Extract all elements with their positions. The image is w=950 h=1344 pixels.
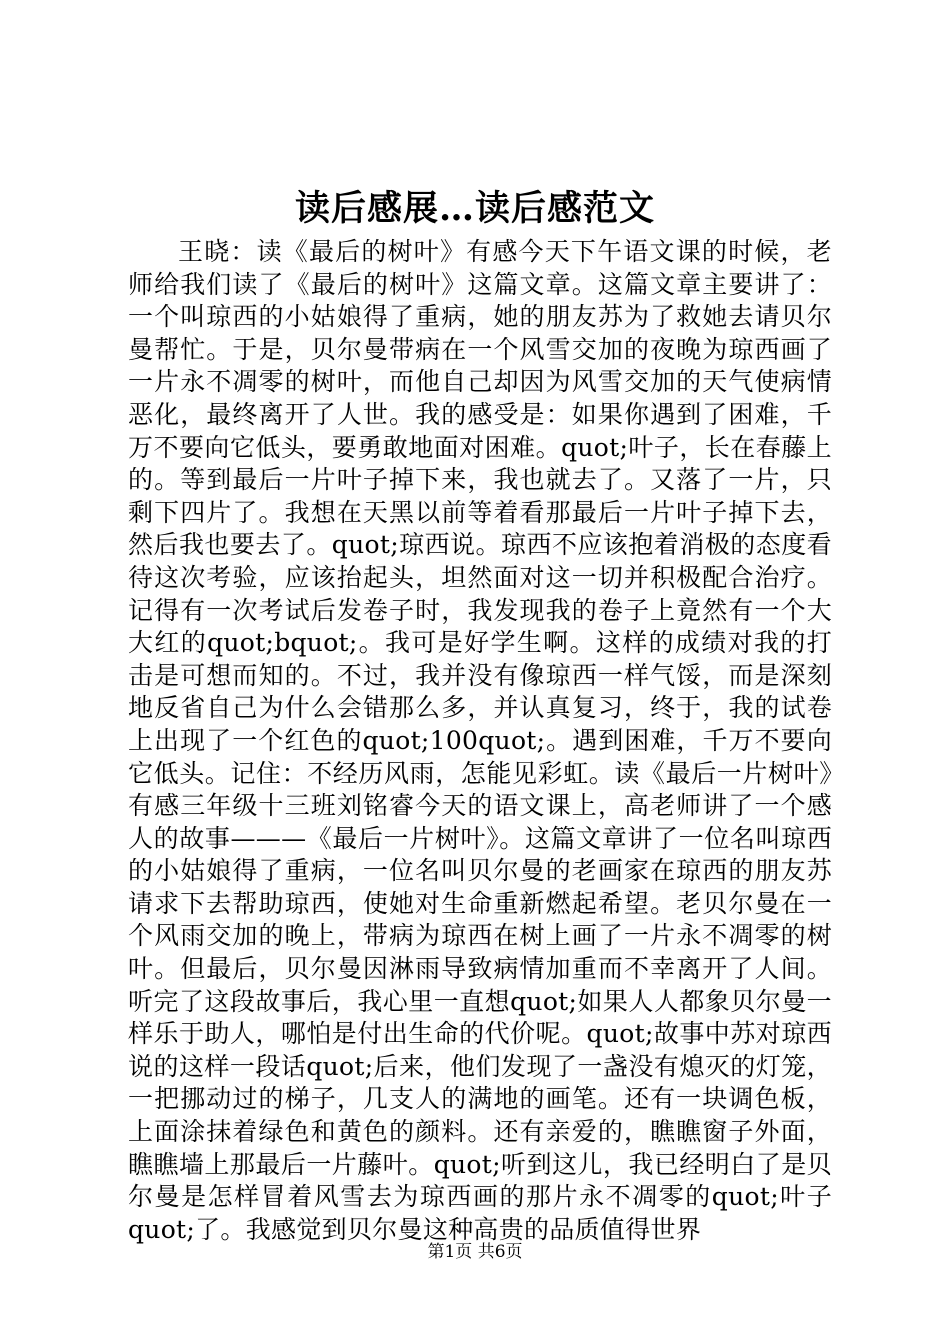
page-footer: 第1页 共6页: [427, 1242, 523, 1262]
page-title: 读后感展…读后感范文: [294, 188, 655, 229]
body-paragraph: 王晓：读《最后的树叶》有感今天下午语文课的时候，老师给我们读了《最后的树叶》这篇文章。这篇文章主要讲了：一个叫琼西的小姑娘得了重病，她的朋友苏为了救她去请贝尔曼帮忙。于是，贝尔曼带病在一个风雪交加的夜晚为琼西画了一片永不凋零的树叶，而他自己却因为风雪交加的天气使病情恶化，最终离开了人世。我的感受是：如果你遇到了困难，千万不要向它低头，要勇敢地面对困难。quot;叶子，长在春藤上的。等到最后一片叶子掉下来，我也就去了。又落了一片，只剩下四片了。我想在天黑以前等着看那最后一片叶子掉下去，然后我也要去了。quot;琼西说。琼西不应该抱着消极的态度看待这次考验，应该抬起头，坦然面对这一切并积极配合治疗。记得有一次考试后发卷子时，我发现我的卷子上竟然有一个大大红的quot;bquot;。我可是好学生啊。这样的成绩对我的打击是可想而知的。不过，我并没有像琼西一样气馁，而是深刻地反省自己为什么会错那么多，并认真复习，终于，我的试卷上出现了一个红色的quot;100quot;。遇到困难，千万不要向它低头。记住：不经历风雨，怎能见彩虹。读《最后一片树叶》有感三年级十三班刘铭睿今天的语文课上，高老师讲了一个感人的故事———《最后一片树叶》。这篇文章讲了一位名叫琼西的小姑娘得了重病，一位名叫贝尔曼的老画家在琼西的朋友苏请求下去帮助琼西，使她对生命重新燃起希望。老贝尔曼在一个风雨交加的晚上，带病为琼西在树上画了一片永不凋零的树叶。但最后，贝尔曼因淋雨导致病情加重而不幸离开了人间。听完了这段故事后，我心里一直想quot;如果人人都象贝尔曼一样乐于助人，哪怕是付出生命的代价呢。quot;故事中苏对琼西说的这样一段话quot;后来，他们发现了一盏没有熄灭的灯笼，一把挪动过的梯子，几支人的满地的画笔。还有一块调色板，上面涂抹着绿色和黄色的颜料。还有亲爱的，瞧瞧窗子外面，瞧瞧墙上那最后一片藤叶。quot;听到这儿，我已经明白了是贝尔曼是怎样冒着风雪去为琼西画的那片永不凋零的quot;叶子quot;了。我感觉到贝尔曼这种高贵的品质值得世界: [128, 237, 832, 1244]
